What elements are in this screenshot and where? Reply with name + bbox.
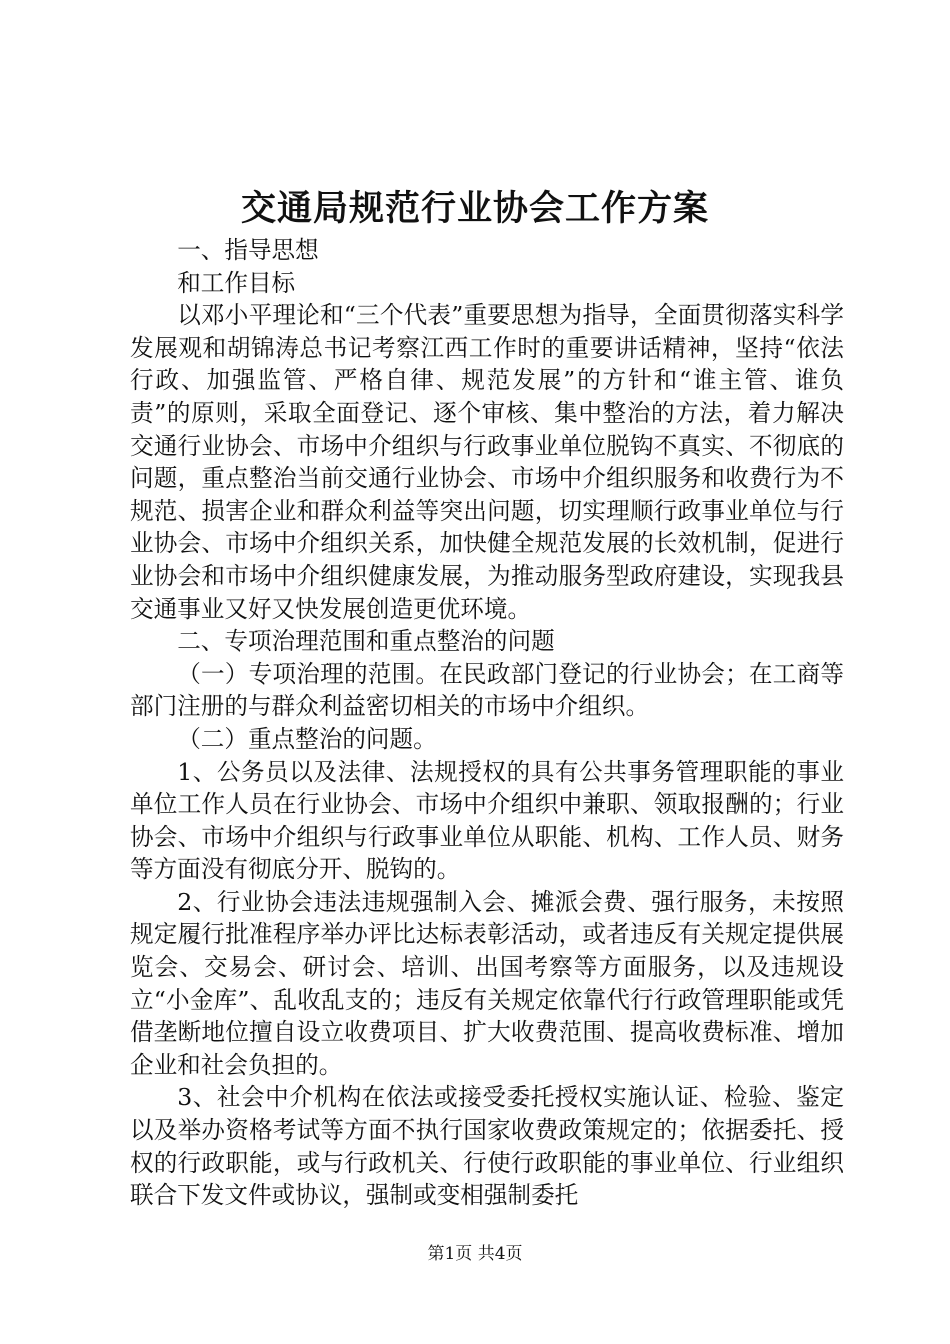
- paragraph-item-1: 1、公务员以及法律、法规授权的具有公共事务管理职能的事业单位工作人员在行业协会、市场中介组织中兼职、领取报酬的；行业协会、市场中介组织与行政事业单位从职能、机构、工作人员、财务等方面没有彻底分开、脱钩的。: [130, 757, 844, 884]
- page-footer: 第1页 共4页: [427, 1244, 523, 1264]
- section-heading-2: 二、专项治理范围和重点整治的问题: [177, 627, 555, 656]
- paragraph-guiding-thought: 以邓小平理论和“三个代表”重要思想为指导，全面贯彻落实科学发展观和胡锦涛总书记考察江西工作时的重要讲话精神，坚持“依法行政、加强监管、严格自律、规范发展”的方针和“谁主管、谁负责”的原则，采取全面登记、逐个审核、集中整治的方法，着力解决交通行业协会、市场中介组织与行政事业单位脱钩不真实、不彻底的问题，重点整治当前交通行业协会、市场中介组织服务和收费行为不规范、损害企业和群众利益等突出问题，切实理顺行政事业单位与行业协会、市场中介组织关系，加快健全规范发展的长效机制，促进行业协会和市场中介组织健康发展，为推动服务型政府建设，实现我县交通事业又好又快发展创造更优环境。: [130, 301, 844, 623]
- paragraph-item-2: 2、行业协会违法违规强制入会、摊派会费、强行服务，未按照规定履行批准程序举办评比达标表彰活动，或者违反有关规定提供展览会、交易会、研讨会、培训、出国考察等方面服务，以及违规设立“小金库”、乱收乱支的；违反有关规定依靠代行行政管理职能或凭借垄断地位擅自设立收费项目、扩大收费范围、提高收费标准、增加企业和社会负担的。: [130, 887, 844, 1079]
- subheading-key-issues: （二）重点整治的问题。: [177, 724, 437, 753]
- section-heading-1-continued: 和工作目标: [177, 268, 296, 297]
- section-heading-1: 一、指导思想: [177, 236, 319, 264]
- paragraph-item-3: 3、社会中介机构在依法或接受委托授权实施认证、检验、鉴定以及举办资格考试等方面不执行国家收费政策规定的；依据委托、授权的行政职能，或与行政机关、行使行政职能的事业单位、行业组织联合下发文件或协议，强制或变相强制委托: [130, 1083, 844, 1210]
- paragraph-scope: （一）专项治理的范围。在民政部门登记的行业协会；在工商等部门注册的与群众利益密切相关的市场中介组织。: [130, 659, 844, 721]
- document-body: [130, 234, 844, 1212]
- document-title: 交通局规范行业协会工作方案: [240, 188, 709, 229]
